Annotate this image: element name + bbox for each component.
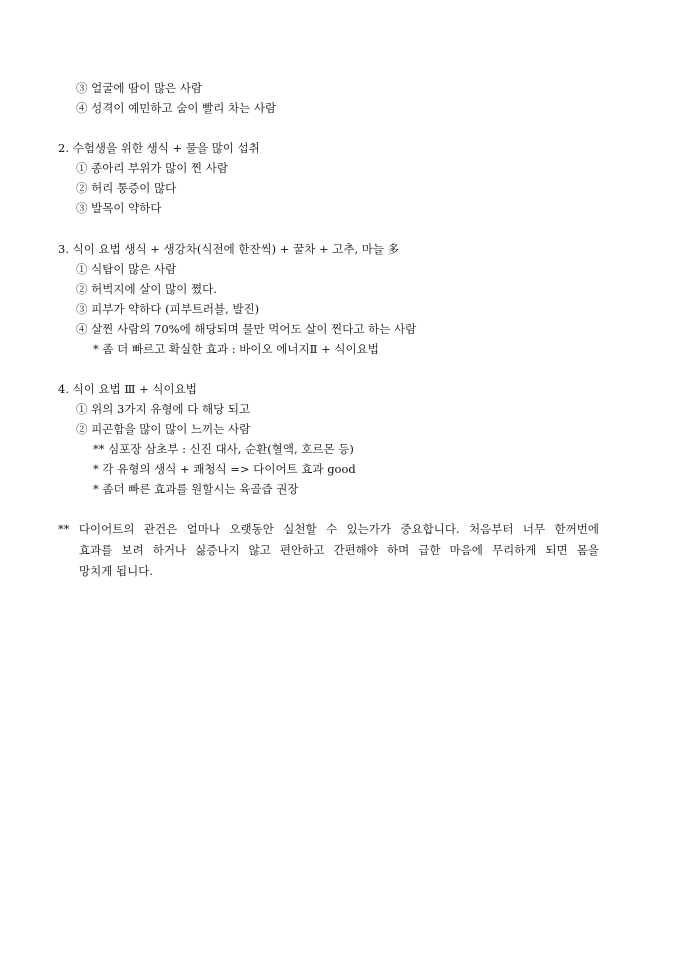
list-item: ① 종아리 부위가 많이 찐 사람 [76, 161, 228, 175]
section-note: ** 심포장 삼초부 : 신진 대사, 순환(혈액, 호르몬 등) [93, 442, 354, 456]
list-item: ① 위의 3가지 유형에 다 해당 되고 [76, 402, 251, 416]
list-item: ② 피곤함을 많이 많이 느끼는 사람 [76, 422, 251, 436]
list-item: ③ 발목이 약하다 [76, 201, 162, 215]
closing-note-line: ** 다이어트의 관건은 얼마나 오랫동안 실천할 수 있는가가 중요합니다. 처음부터 너무 한꺼번에 [58, 522, 599, 536]
closing-note-line: 효과를 보려 하거나 싫증나지 않고 편안하고 간편해야 하며 급한 마음에 무리하게 되면 몸을 [79, 543, 599, 557]
list-item: ① 식탐이 많은 사람 [76, 262, 177, 276]
list-item: ② 허리 통증이 많다 [76, 181, 177, 195]
list-item: ③ 얼굴에 땀이 많은 사람 [76, 81, 203, 95]
list-item: ③ 피부가 약하다 (피부트러블, 발진) [76, 302, 260, 316]
list-item: ④ 살찐 사람의 70%에 해당되며 물만 먹어도 살이 찐다고 하는 사람 [76, 322, 417, 336]
section-heading: 4. 식이 요법 Ⅲ + 식이요법 [58, 382, 197, 396]
section-heading: 3. 식이 요법 생식 + 생강차(식전에 한잔씩) + 꿀차 + 고추, 마늘 多 [58, 242, 400, 256]
section-note: * 좀 더 빠르고 확실한 효과 : 바이오 에너지Ⅱ + 식이요법 [93, 342, 379, 356]
section-heading: 2. 수험생을 위한 생식 + 물을 많이 섭취 [58, 141, 260, 155]
list-item: ② 허벅지에 살이 많이 쪘다. [76, 282, 217, 296]
section-note: * 좀더 빠른 효과를 원할시는 육골즙 권장 [93, 482, 299, 496]
closing-note-line: 망치게 됩니다. [79, 564, 153, 578]
section-note: * 각 유형의 생식 + 쾌청식 => 다이어트 효과 good [93, 462, 356, 476]
list-item: ④ 성격이 예민하고 숨이 빨리 차는 사람 [76, 101, 277, 115]
